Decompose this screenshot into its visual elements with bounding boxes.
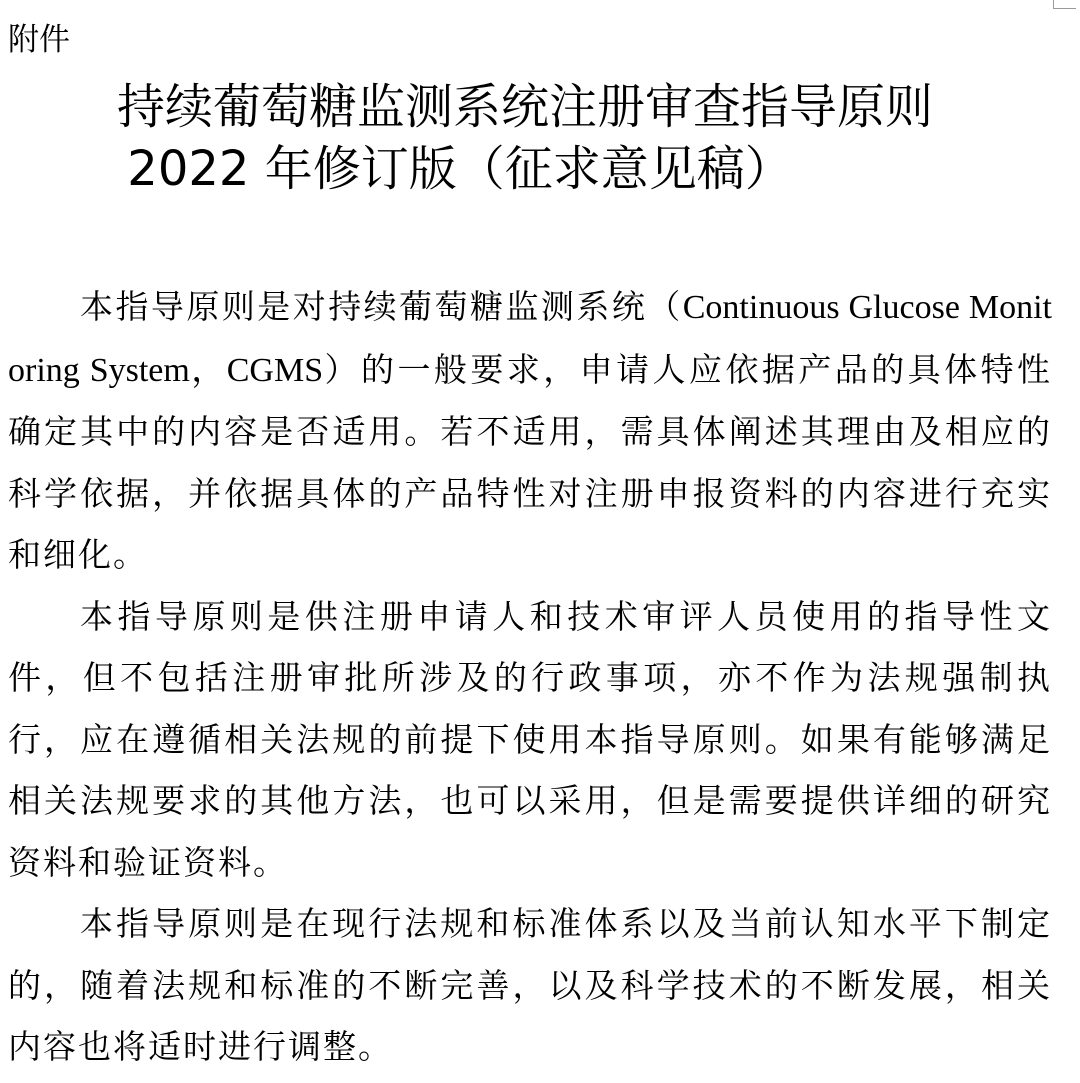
page-corner-mark [1053,0,1076,9]
document-title-line-1: 持续葡萄糖监测系统注册审查指导原则 [116,79,933,135]
document-title [0,76,1080,200]
paragraph-scope-text-start: 本指导原则是对持续葡萄糖监测系统（ [80,287,683,326]
paragraph-scope-text-end: ）的一般要求，申请人应依据产品的具体特性确定其中的内容是否适用。若不适用，需具体阐述其理由及相应的科学依据，并依据具体的产品特性对注册申报资料的内容进行充实和细化。 [8,349,1053,574]
paragraph-scope [8,276,1052,586]
paragraph-usage: 本指导原则是供注册申请人和技术审评人员使用的指导性文件，但不包括注册审批所涉及的行政事项，亦不作为法规强制执行，应在遵循相关法规的前提下使用本指导原则。如果有能够满足相关法规要求的其他方法，也可以采用，但是需要提供详细的研究资料和验证资料。 [8,596,1052,882]
document-title-line-2: 2022 年修订版（征求意见稿） [127,141,793,197]
paragraph-scope-english-term: Continuous Glucose Monitoring System，CGMS [8,289,1053,389]
paragraph-revision: 本指导原则是在现行法规和标准体系以及当前认知水平下制定的，随着法规和标准的不断完善，以及科学技术的不断发展，相关内容也将适时进行调整。 [8,904,1052,1066]
attachment-label: 附件 [8,22,70,58]
document-body [8,276,1052,1078]
